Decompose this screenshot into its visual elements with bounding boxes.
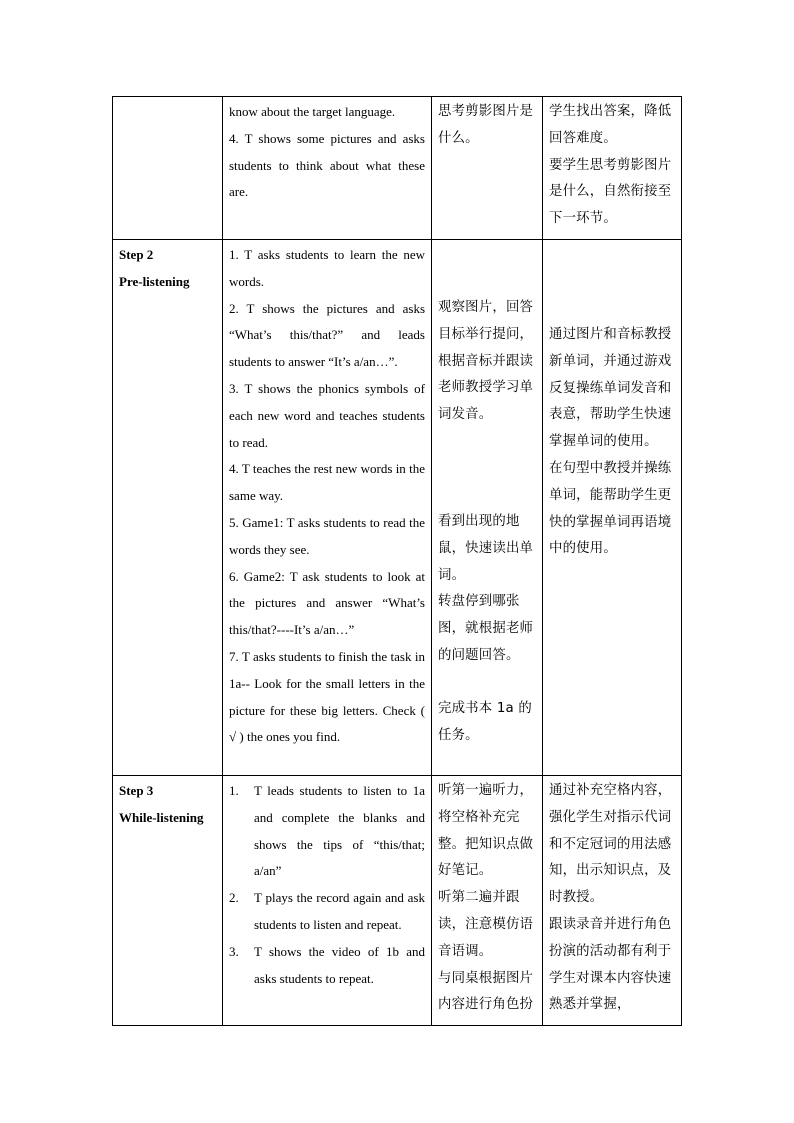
step-title: Step 3 (119, 782, 154, 798)
design-purpose-cell (543, 775, 682, 1025)
step-subtitle: While-listening (119, 809, 204, 825)
student-activity-line: 听第一遍听力，将空格补充完整。把知识点做好笔记。 (438, 782, 534, 879)
student-activity-line: 听第二遍并跟读，注意模仿语音语调。 (438, 890, 534, 959)
list-item-number: 2. (229, 890, 239, 906)
teacher-activity-list (229, 778, 425, 992)
step-cell (113, 775, 223, 1025)
design-purpose-line: 通过补充空格内容，强化学生对指示代词和不定冠词的用法感知，出示知识点，及时教授。 (549, 782, 672, 906)
list-item-text: T shows the video of 1b and asks students to repeat. (254, 943, 425, 986)
design-purpose-line: 要学生思考剪影图片是什么，自然衔接至下一环节。 (549, 157, 672, 227)
teacher-activity-line: 5. Game1: T asks students to read the words they see. (229, 514, 425, 557)
design-purpose-line: 学生找出答案，降低回答难度。 (549, 104, 672, 146)
student-activity-line: 思考剪影图片是什么。 (438, 104, 534, 146)
table-row (113, 239, 682, 775)
list-item-text: T leads students to listen to 1a and complete the blanks and shows the tips of “this/that; a/an” (254, 782, 425, 879)
student-activity-line: 转盘停到哪张图，就根据老师的问题回答。 (438, 594, 534, 663)
teacher-activity-line: 1. T asks students to learn the new words. (229, 246, 425, 289)
teacher-activity-cell (223, 775, 432, 1025)
list-item-text: T plays the record again and ask students to listen and repeat. (254, 890, 425, 932)
student-activity-line: 看到出现的地鼠，快速读出单词。 (438, 513, 534, 583)
student-activity-line: 与同桌根据图片内容进行角色扮 (438, 970, 534, 1013)
step-subtitle: Pre-listening (119, 273, 190, 289)
step-cell (113, 239, 223, 775)
design-purpose-cell (543, 97, 682, 240)
student-activity-cell (432, 239, 543, 775)
list-item (229, 939, 425, 993)
teacher-activity-cell (223, 97, 432, 240)
teacher-activity-line: 7. T asks students to finish the task in 1a-- Look for the small letters in the picture for these big letters. Check ( √ ) the ones you find. (229, 648, 425, 745)
design-purpose-line: 在句型中教授并操练单词，能帮助学生更快的掌握单词再语境中的使用。 (549, 460, 672, 557)
teacher-activity-line: 6. Game2: T ask students to look at the pictures and answer “What’s this/that?----It’s a/an…” (229, 568, 425, 638)
list-item (229, 778, 425, 885)
teacher-activity-line: 3. T shows the phonics symbols of each new word and teaches students to read. (229, 380, 425, 450)
list-item (229, 885, 425, 939)
list-item-number: 3. (229, 943, 239, 959)
student-activity-cell (432, 97, 543, 240)
step-title: Step 2 (119, 246, 154, 262)
student-activity-line: 完成书本 1a 的任务。 (438, 700, 532, 743)
list-item-number: 1. (229, 782, 239, 798)
teacher-activity-line: 2. T shows the pictures and asks “What’s this/that?” and leads students to answer “It’s a/an…”. (229, 300, 425, 370)
student-activity-cell (432, 775, 543, 1025)
teacher-activity-line: 4. T teaches the rest new words in the same way. (229, 461, 425, 504)
step-cell (113, 97, 223, 240)
design-purpose-line: 通过图片和音标教授新单词，并通过游戏反复操练单词发音和表意，帮助学生快速掌握单词的使用。 (549, 326, 672, 450)
teacher-activity-line: 4. T shows some pictures and asks students to think about what these are. (229, 130, 425, 200)
lesson-plan-table (112, 96, 682, 1026)
design-purpose-line: 跟读录音并进行角色扮演的活动都有利于学生对课本内容快速熟悉并掌握， (549, 916, 672, 1013)
table-row (113, 97, 682, 240)
table-row (113, 775, 682, 1025)
teacher-activity-cell (223, 239, 432, 775)
design-purpose-cell (543, 239, 682, 775)
teacher-activity-line: know about the target language. (229, 104, 396, 119)
student-activity-line: 观察图片，回答目标举行提问，根据音标并跟读老师教授学习单词发音。 (438, 299, 534, 423)
